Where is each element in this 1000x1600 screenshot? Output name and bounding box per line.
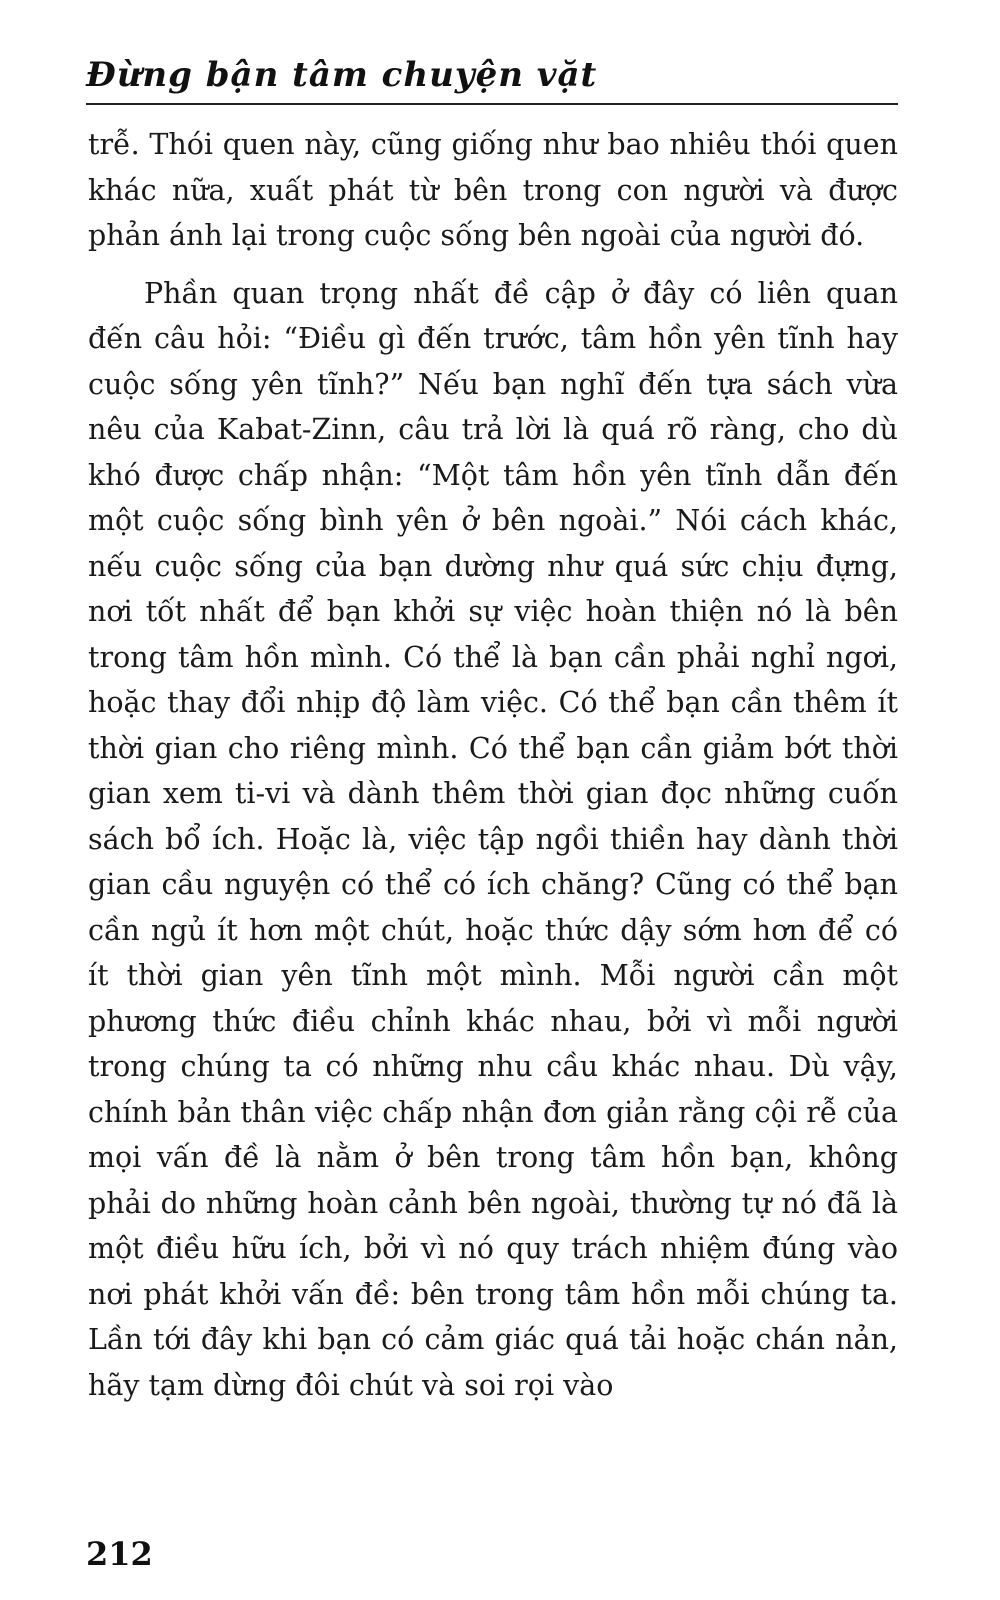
paragraph-continuation: trễ. Thói quen này, cũng giống như bao nhiêu thói quen khác nữa, xuất phát từ bên trong con người và được phản ánh lại trong cuộc sống bên ngoài của người đó.: [88, 128, 898, 252]
running-header-title: Đừng bận tâm chuyện vặt: [86, 55, 598, 95]
body-text: [88, 122, 898, 1408]
page-number: 212: [86, 1535, 153, 1573]
header-divider: [86, 103, 898, 105]
paragraph: Phần quan trọng nhất đề cập ở đây có liên quan đến câu hỏi: “Điều gì đến trước, tâm hồn yên tĩnh hay cuộc sống yên tĩnh?” Nếu bạn nghĩ đến tựa sách vừa nêu của Kabat-Zinn, câu trả lời là quá rõ ràng, cho dù khó được chấp nhận: “Một tâm hồn yên tĩnh dẫn đến một cuộc sống bình yên ở bên ngoài.” Nói cách khác, nếu cuộc sống của bạn dường như quá sức chịu đựng, nơi tốt nhất để bạn khởi sự việc hoàn thiện nó là bên trong tâm hồn mình. Có thể là bạn cần phải nghỉ ngơi, hoặc thay đổi nhịp độ làm việc. Có thể bạn cần thêm ít thời gian cho riêng mình. Có thể bạn cần giảm bớt thời gian xem ti-vi và dành thêm thời gian đọc những cuốn sách bổ ích. Hoặc là, việc tập ngồi thiền hay dành thời gian cầu nguyện có thể có ích chăng? Cũng có thể bạn cần ngủ ít hơn một chút, hoặc thức dậy sớm hơn để có ít thời gian yên tĩnh một mình. Mỗi người cần một phương thức điều chỉnh khác nhau, bởi vì mỗi người trong chúng ta có những nhu cầu khác nhau. Dù vậy, chính bản thân việc chấp nhận đơn giản rằng cội rễ của mọi vấn đề là nằm ở bên trong tâm hồn bạn, không phải do những hoàn cảnh bên ngoài, thường tự nó đã là một điều hữu ích, bởi vì nó quy trách nhiệm đúng vào nơi phát khởi vấn đề: bên trong tâm hồn mỗi chúng ta. Lần tới đây khi bạn có cảm giác quá tải hoặc chán nản, hãy tạm dừng đôi chút và soi rọi vào: [88, 276, 898, 1402]
